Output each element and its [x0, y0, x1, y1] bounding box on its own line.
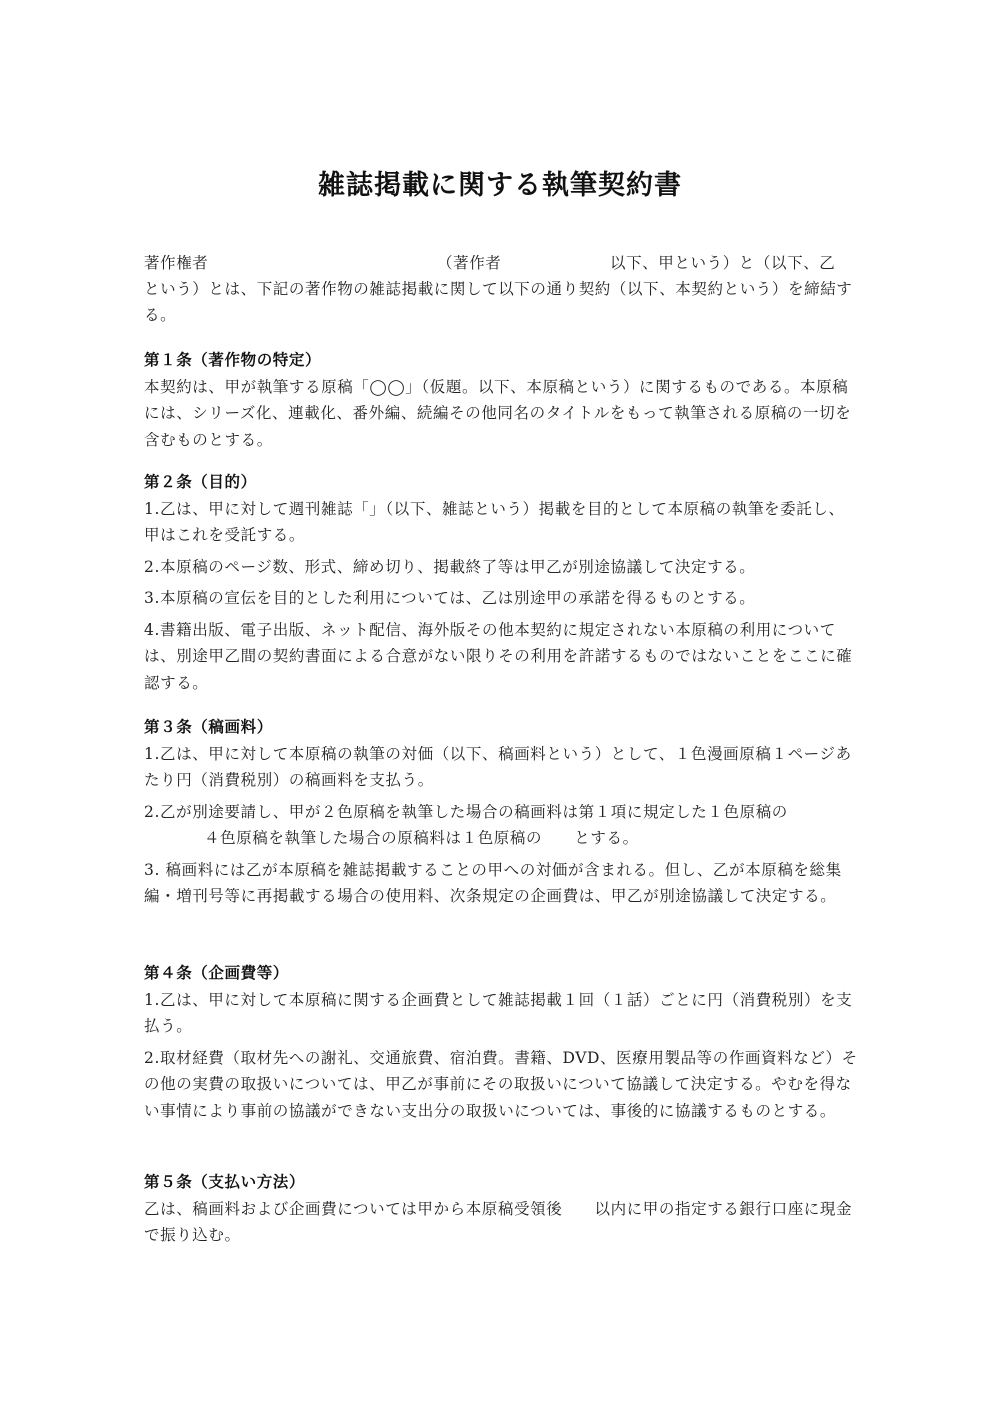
article-1-heading: 第１条（著作物の特定） [144, 350, 322, 369]
article-2-item-2: 2.本原稿のページ数、形式、締め切り、掲載終了等は甲乙が別途協議して決定する。 [144, 557, 756, 576]
intro-rest: という）とは、下記の著作物の雑誌掲載に関して以下の通り契約（以下、本契約という）を締結する。 [144, 280, 853, 324]
article-2-heading: 第２条（目的） [144, 472, 257, 491]
article-5 [144, 1169, 859, 1249]
article-3-heading: 第３条（稿画料） [144, 717, 273, 736]
article-3-item-3: 3. 稿画料には乙が本原稿を雑誌掲載することの甲への対価が含まれる。但し、乙が本原稿を総集編・増刊号等に再掲載する場合の使用料、次条規定の企画費は、甲乙が別途協議して決定する。 [144, 860, 842, 905]
article-1-text: 本契約は、甲が執筆する原稿「◯◯」（仮題。以下、本原稿という）に関するものである。本原稿には、シリーズ化、連載化、番外編、続編その他同名のタイトルをもって執筆される原稿の一切を含むものとする。 [144, 377, 852, 449]
intro-paragraph [144, 250, 859, 328]
article-2-item-1: 1.乙は、甲に対して週刊雑誌「」（以下、雑誌という）掲載を目的として本原稿の執筆を委託し、甲はこれを受託する。 [144, 499, 845, 544]
intro-author-label: （著作者 [437, 254, 502, 272]
article-5-text: 乙は、稿画料および企画費については甲から本原稿受領後 以内に甲の指定する銀行口座に現金で振り込む。 [144, 1199, 853, 1244]
article-2 [144, 469, 859, 701]
article-2-item-3: 3.本原稿の宣伝を目的とした利用については、乙は別途甲の承諾を得るものとする。 [144, 589, 756, 607]
article-3-item-2-line-2: ４色原稿を執筆した場合の原稿料は１色原稿の とする。 [204, 829, 639, 847]
document-title: 雑誌掲載に関する執筆契約書 [318, 170, 682, 201]
article-3 [144, 714, 859, 915]
intro-party-definition: 以下、甲という）と（以下、乙 [610, 254, 836, 272]
intro-first-line [144, 250, 859, 276]
article-5-heading: 第５条（支払い方法） [144, 1172, 306, 1191]
article-3-item-2-line-1: 2.乙が別途要請し、甲が２色原稿を執筆した場合の稿画料は第１項に規定した１色原稿の [144, 802, 788, 821]
article-4-item-2: 2.取材経費（取材先への謝礼、交通旅費、宿泊費。書籍、DVD、医療用製品等の作画資料など）その他の実費の取扱いについては、甲乙が事前にその取扱いについて協議して決定する。やむを得ない事情により事前の協議ができない支出分の取扱いについては、事後的に協議するものとする。 [144, 1048, 858, 1120]
article-4 [144, 960, 859, 1129]
article-1 [144, 347, 859, 453]
article-2-item-4: 4.書籍出版、電子出版、ネット配信、海外版その他本契約に規定されない本原稿の利用については、別途甲乙間の契約書面による合意がない限りその利用を許諾するものではないことをここに確認する。 [144, 620, 853, 692]
article-4-item-1: 1.乙は、甲に対して本原稿に関する企画費として雑誌掲載１回（１話）ごとに円（消費税別）を支払う。 [144, 990, 853, 1035]
article-3-item-1: 1.乙は、甲に対して本原稿の執筆の対価（以下、稿画料という）として、１色漫画原稿１ページあたり円（消費税別）の稿画料を支払う。 [144, 744, 852, 789]
article-4-heading: 第４条（企画費等） [144, 963, 289, 982]
intro-copyright-holder-label: 著作権者 [144, 254, 209, 272]
